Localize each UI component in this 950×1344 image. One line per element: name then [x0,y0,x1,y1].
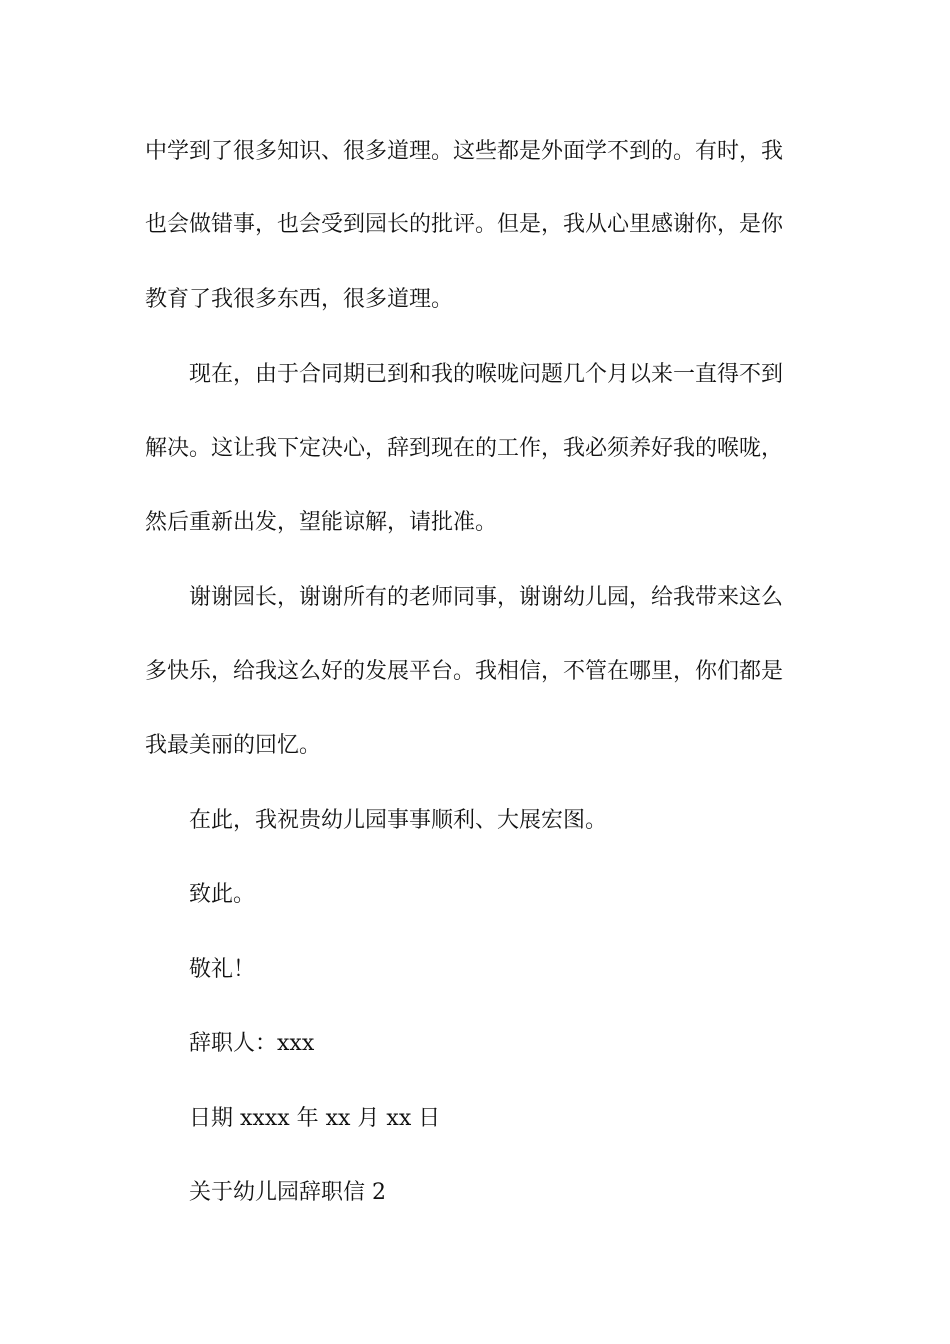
paragraph-1-line-1: 中学到了很多知识、很多道理。这些都是外面学不到的。有时，我 [145,139,784,164]
paragraph-2-line-2: 解决。这让我下定决心，辞到现在的工作，我必须养好我的喉咙， [145,436,784,461]
paragraph-3-line-3: 我最美丽的回忆。 [145,733,322,758]
closing-wish: 在此，我祝贵幼儿园事事顺利、大展宏图。 [189,808,608,833]
next-letter-heading: 关于幼儿园辞职信 2 [189,1180,386,1205]
paragraph-3-line-2: 多快乐，给我这么好的发展平台。我相信，不管在哪里，你们都是 [145,659,784,684]
paragraph-2-line-1: 现在，由于合同期已到和我的喉咙问题几个月以来一直得不到 [189,362,784,387]
signer-line: 辞职人：xxx [189,1031,315,1056]
paragraph-2-line-3: 然后重新出发，望能谅解，请批准。 [145,510,498,535]
date-line: 日期 xxxx 年 xx 月 xx 日 [189,1106,441,1131]
paragraph-3-line-1: 谢谢园长，谢谢所有的老师同事，谢谢幼儿园，给我带来这么 [189,585,784,610]
closing-phrase: 致此。 [189,882,256,907]
salutation: 敬礼！ [189,957,256,982]
paragraph-1-line-3: 教育了我很多东西，很多道理。 [145,287,454,312]
paragraph-1-line-2: 也会做错事，也会受到园长的批评。但是，我从心里感谢你，是你 [145,212,784,237]
